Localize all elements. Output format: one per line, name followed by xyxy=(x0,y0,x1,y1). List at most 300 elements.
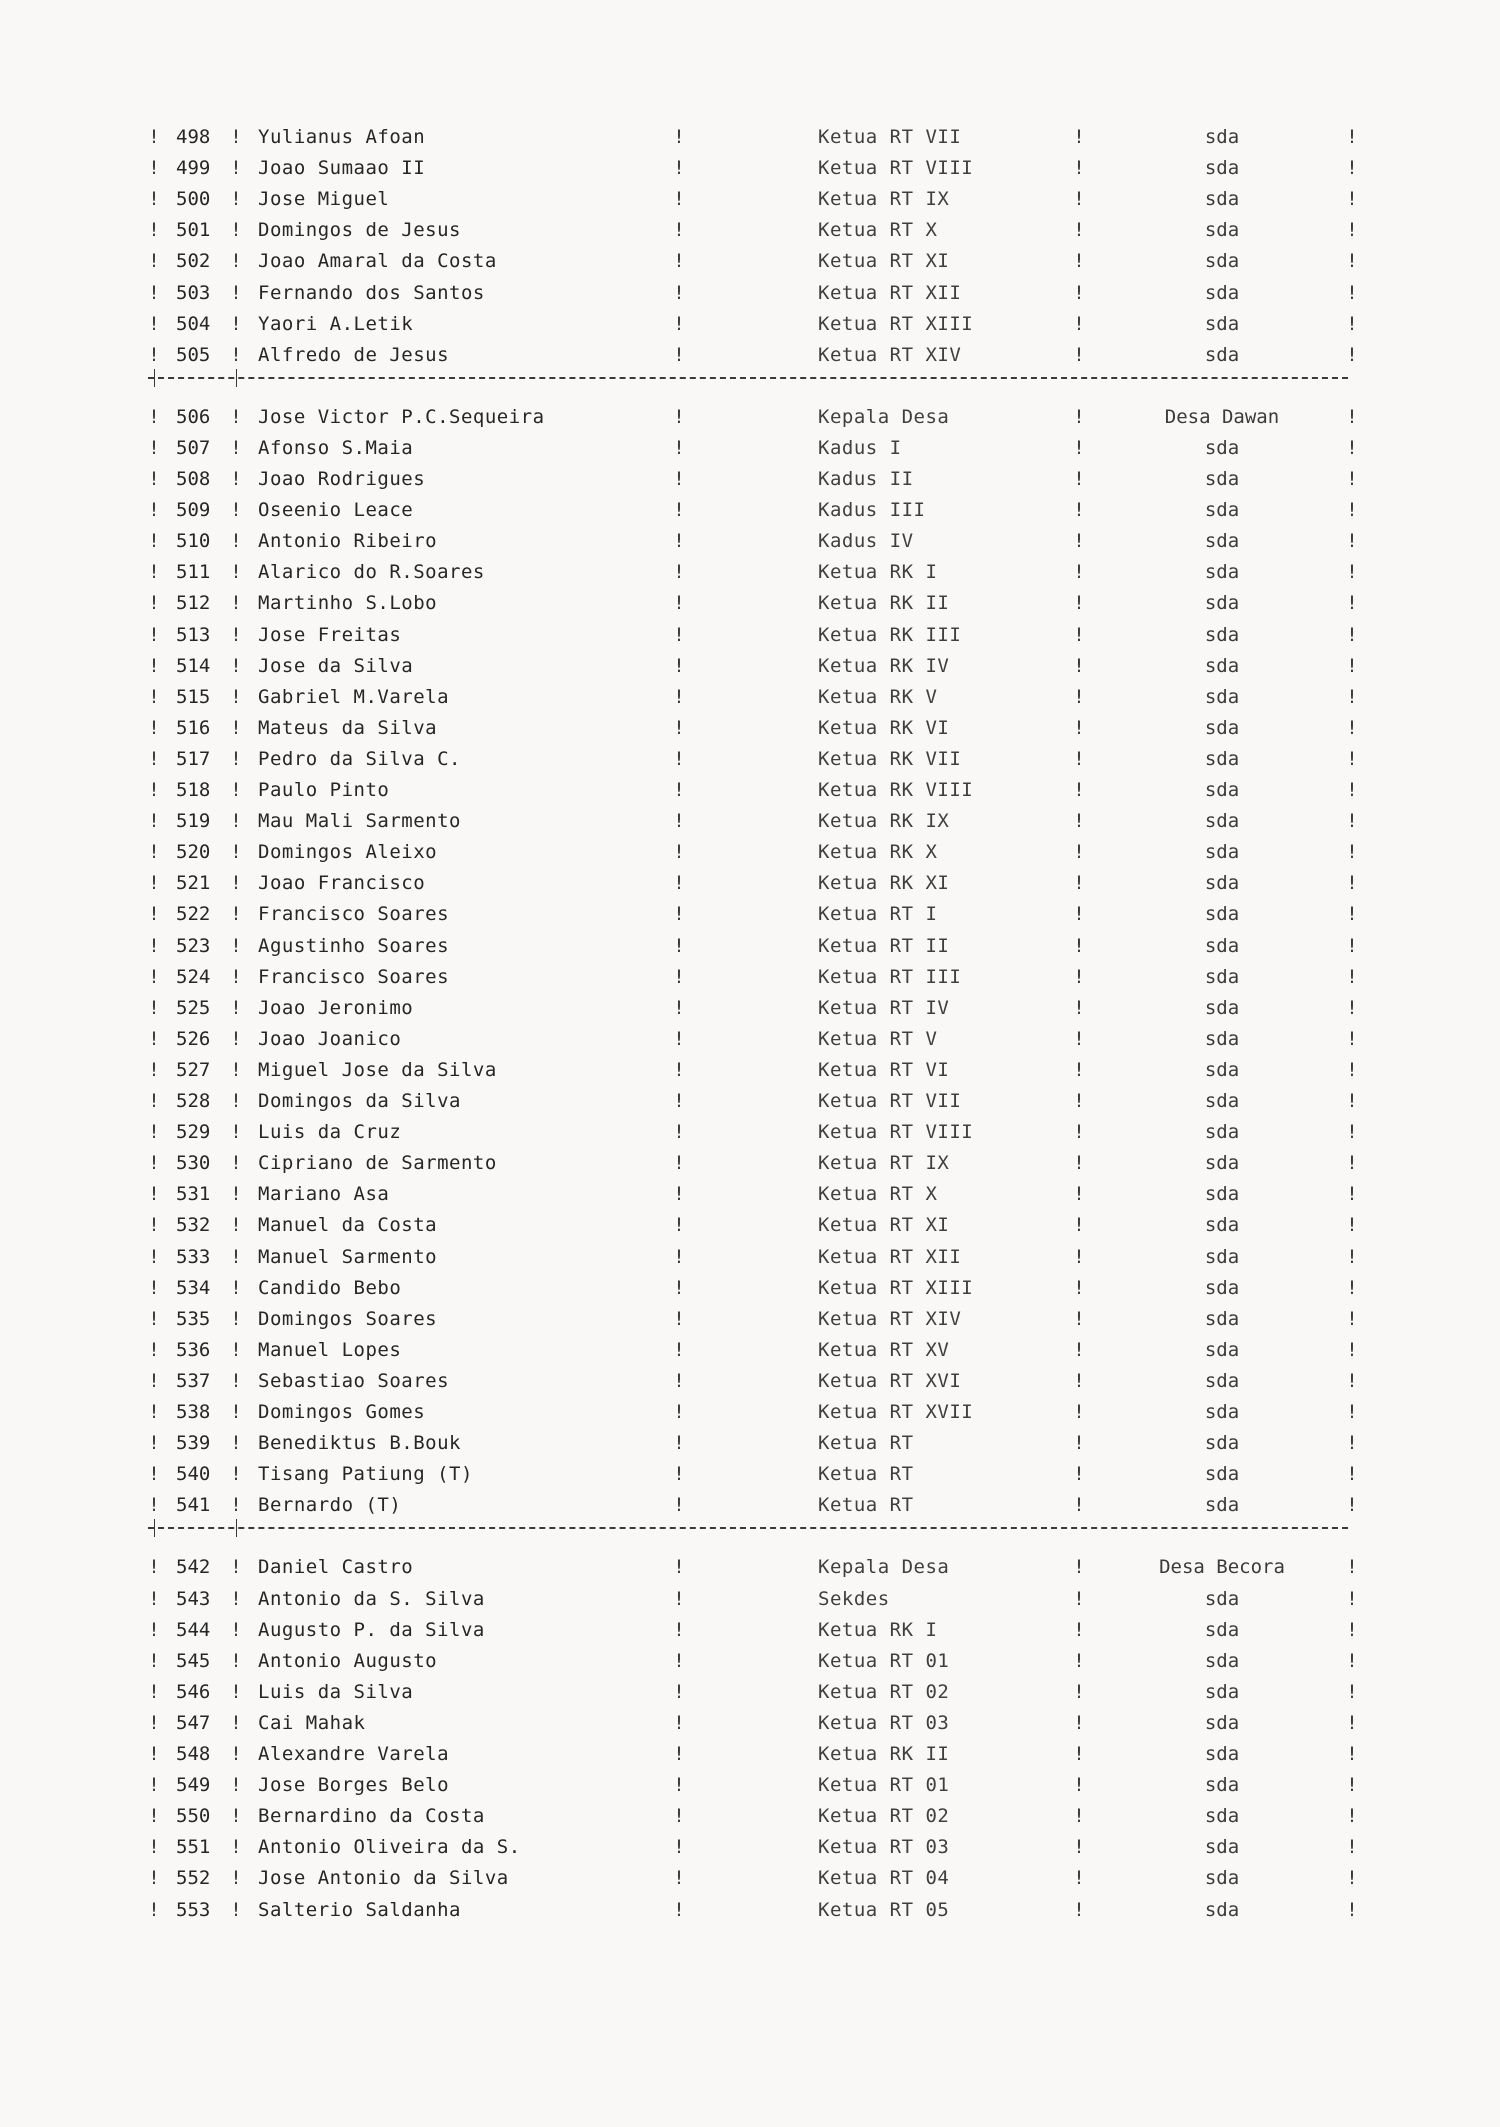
place: sda xyxy=(1204,592,1240,615)
column-divider: ! xyxy=(1073,1680,1085,1703)
table-row xyxy=(0,868,1500,899)
column-divider: ! xyxy=(673,499,685,522)
column-divider: ! xyxy=(230,654,242,677)
person-name: Domingos Soares xyxy=(258,1307,438,1330)
row-number: 504 xyxy=(176,312,211,335)
column-divider: ! xyxy=(148,996,160,1019)
place: sda xyxy=(1204,872,1240,895)
column-divider: ! xyxy=(673,561,685,584)
table-row xyxy=(0,775,1500,806)
row-number: 500 xyxy=(176,188,211,211)
column-divider: ! xyxy=(230,965,242,988)
place: sda xyxy=(1204,1680,1240,1703)
table-row xyxy=(0,1366,1500,1397)
position: Ketua RT VIII xyxy=(818,1121,974,1144)
table-row xyxy=(0,1335,1500,1366)
column-divider: ! xyxy=(1346,1152,1358,1175)
row-number: 528 xyxy=(176,1090,211,1112)
column-divider: ! xyxy=(673,1711,685,1734)
column-divider: ! xyxy=(148,1121,160,1144)
position: Ketua RT 04 xyxy=(818,1867,950,1890)
table-row xyxy=(0,1086,1500,1117)
row-number: 537 xyxy=(176,1369,211,1392)
position: Ketua RT XVII xyxy=(818,1401,974,1423)
person-name: Antonio Ribeiro xyxy=(258,530,438,553)
column-divider: ! xyxy=(673,281,685,304)
column-divider: ! xyxy=(1346,779,1358,801)
column-divider: ! xyxy=(230,1307,242,1330)
column-divider: ! xyxy=(230,903,242,926)
column-divider: ! xyxy=(673,1805,685,1828)
column-divider: ! xyxy=(230,250,242,273)
table-row xyxy=(0,215,1500,246)
column-divider: ! xyxy=(1073,716,1085,739)
position: Ketua RT IX xyxy=(818,188,950,211)
person-name: Augusto P. da Silva xyxy=(258,1618,485,1641)
column-divider: ! xyxy=(1346,654,1358,677)
position: Ketua RT X xyxy=(818,1183,938,1206)
table-row xyxy=(0,1304,1500,1335)
position: Ketua RT 05 xyxy=(818,1898,950,1921)
column-divider: ! xyxy=(148,1805,160,1828)
column-divider: ! xyxy=(148,872,160,895)
place: Desa Becora xyxy=(1159,1556,1285,1579)
column-divider: ! xyxy=(230,1214,242,1237)
place: sda xyxy=(1204,250,1240,273)
person-name: Yulianus Afoan xyxy=(258,126,426,148)
table-row xyxy=(0,246,1500,277)
column-divider: ! xyxy=(1346,592,1358,615)
column-divider: ! xyxy=(148,903,160,926)
place: sda xyxy=(1204,1867,1240,1890)
column-divider: ! xyxy=(148,1338,160,1361)
column-divider: ! xyxy=(1073,1867,1085,1890)
row-number: 523 xyxy=(176,934,211,957)
row-number: 509 xyxy=(176,499,211,522)
column-divider: ! xyxy=(230,219,242,242)
place: sda xyxy=(1204,343,1240,366)
column-divider: ! xyxy=(673,1649,685,1672)
place: sda xyxy=(1204,281,1240,304)
person-name: Gabriel M.Varela xyxy=(258,685,450,708)
place: sda xyxy=(1204,436,1240,459)
place: sda xyxy=(1204,1307,1240,1330)
position: Ketua RT XI xyxy=(818,250,950,273)
column-divider: ! xyxy=(1346,312,1358,335)
column-divider: ! xyxy=(148,1680,160,1703)
column-divider: ! xyxy=(1073,934,1085,957)
column-divider: ! xyxy=(230,1027,242,1050)
position: Ketua RT XIII xyxy=(818,1276,974,1299)
person-name: Benediktus B.Bouk xyxy=(258,1432,461,1455)
position: Ketua RK III xyxy=(818,623,962,646)
person-name: Bernardo (T) xyxy=(258,1494,402,1517)
table-row xyxy=(0,278,1500,309)
row-number: 532 xyxy=(176,1214,211,1237)
column-divider: ! xyxy=(1346,343,1358,366)
column-divider: ! xyxy=(1073,1432,1085,1455)
column-divider: ! xyxy=(673,1183,685,1206)
column-divider: ! xyxy=(148,1183,160,1206)
column-divider: ! xyxy=(1346,468,1358,490)
position: Ketua RK V xyxy=(818,685,938,708)
column-divider: ! xyxy=(230,1867,242,1890)
column-divider: ! xyxy=(1073,499,1085,522)
place: sda xyxy=(1204,716,1240,739)
column-divider: ! xyxy=(148,1618,160,1641)
column-divider: ! xyxy=(673,250,685,273)
column-divider: ! xyxy=(148,685,160,708)
column-divider: ! xyxy=(230,1183,242,1206)
row-number: 516 xyxy=(176,716,211,739)
place: sda xyxy=(1204,810,1240,833)
person-name: Joao Joanico xyxy=(258,1027,402,1050)
row-number: 521 xyxy=(176,872,211,895)
position: Sekdes xyxy=(818,1587,890,1610)
column-divider: ! xyxy=(1073,1214,1085,1237)
position: Ketua RT 03 xyxy=(818,1711,950,1734)
column-divider: ! xyxy=(148,841,160,864)
position: Ketua RK IV xyxy=(818,654,950,677)
position: Ketua RT 01 xyxy=(818,1774,950,1797)
column-divider: ! xyxy=(673,1680,685,1703)
table-row xyxy=(0,1552,1500,1583)
row-number: 505 xyxy=(176,343,211,366)
position: Kepala Desa xyxy=(818,1556,950,1579)
column-divider: ! xyxy=(230,1369,242,1392)
column-divider: ! xyxy=(148,747,160,770)
place: sda xyxy=(1204,126,1240,148)
row-number: 526 xyxy=(176,1027,211,1050)
position: Ketua RK VI xyxy=(818,716,950,739)
row-number: 545 xyxy=(176,1649,211,1672)
row-number: 549 xyxy=(176,1774,211,1797)
column-divider: ! xyxy=(1346,1121,1358,1144)
row-number: 514 xyxy=(176,654,211,677)
column-divider: ! xyxy=(148,1649,160,1672)
column-divider: ! xyxy=(1073,1338,1085,1361)
position: Ketua RK XI xyxy=(818,872,950,895)
column-divider: ! xyxy=(230,281,242,304)
column-divider: ! xyxy=(148,561,160,584)
column-divider: ! xyxy=(1346,1027,1358,1050)
row-number: 501 xyxy=(176,219,211,242)
position: Kadus IV xyxy=(818,530,914,553)
position: Ketua RK I xyxy=(818,1618,938,1641)
column-divider: ! xyxy=(148,436,160,459)
column-divider: ! xyxy=(673,1867,685,1890)
row-number: 513 xyxy=(176,623,211,646)
place: sda xyxy=(1204,312,1240,335)
column-divider: ! xyxy=(1073,654,1085,677)
column-divider: ! xyxy=(1346,530,1358,553)
table-row xyxy=(0,1615,1500,1646)
column-divider: ! xyxy=(673,1494,685,1517)
position: Ketua RT VIII xyxy=(818,157,974,180)
place: sda xyxy=(1204,1649,1240,1672)
table-row xyxy=(0,402,1500,433)
table-row xyxy=(0,620,1500,651)
column-divider: ! xyxy=(148,312,160,335)
column-divider: ! xyxy=(230,779,242,801)
column-divider: ! xyxy=(148,250,160,273)
table-row xyxy=(0,837,1500,868)
column-divider: ! xyxy=(1073,1121,1085,1144)
row-number: 527 xyxy=(176,1058,211,1081)
table-row xyxy=(0,1148,1500,1179)
row-number: 518 xyxy=(176,779,211,801)
column-divider: ! xyxy=(1073,592,1085,615)
column-divider: ! xyxy=(1346,1805,1358,1828)
place: sda xyxy=(1204,1463,1240,1486)
column-divider: ! xyxy=(1073,436,1085,459)
person-name: Paulo Pinto xyxy=(258,779,390,801)
person-name: Joao Rodrigues xyxy=(258,468,426,490)
column-divider: ! xyxy=(230,126,242,148)
row-number: 552 xyxy=(176,1867,211,1890)
row-number: 498 xyxy=(176,126,211,148)
column-divider: ! xyxy=(230,468,242,490)
place: sda xyxy=(1204,1774,1240,1797)
place: sda xyxy=(1204,468,1240,490)
position: Kadus III xyxy=(818,499,926,522)
person-name: Alexandre Varela xyxy=(258,1743,450,1765)
column-divider: ! xyxy=(230,1556,242,1579)
person-name: Martinho S.Lobo xyxy=(258,592,438,615)
column-divider: ! xyxy=(148,281,160,304)
person-name: Antonio Augusto xyxy=(258,1649,438,1672)
table-row xyxy=(0,1459,1500,1490)
column-divider: ! xyxy=(1073,250,1085,273)
person-name: Jose Miguel xyxy=(258,188,390,211)
row-number: 536 xyxy=(176,1338,211,1361)
column-divider: ! xyxy=(148,1307,160,1330)
person-name: Salterio Saldanha xyxy=(258,1898,461,1921)
place: sda xyxy=(1204,1898,1240,1921)
column-divider: ! xyxy=(230,312,242,335)
column-divider: ! xyxy=(148,1463,160,1486)
position: Ketua RT XII xyxy=(818,281,962,304)
column-divider: ! xyxy=(673,1027,685,1050)
table-row xyxy=(0,340,1500,371)
place: sda xyxy=(1204,965,1240,988)
column-divider: ! xyxy=(1073,1183,1085,1206)
place: sda xyxy=(1204,1494,1240,1517)
position: Ketua RK VIII xyxy=(818,779,974,801)
position: Ketua RT XI xyxy=(818,1214,950,1237)
column-divider: ! xyxy=(1346,934,1358,957)
column-divider: ! xyxy=(1073,468,1085,490)
position: Ketua RT V xyxy=(818,1027,938,1050)
place: sda xyxy=(1204,1836,1240,1859)
column-divider: ! xyxy=(230,1836,242,1859)
column-divider: ! xyxy=(1073,1711,1085,1734)
position: Ketua RK II xyxy=(818,592,950,615)
person-name: Jose Victor P.C.Sequeira xyxy=(258,405,545,428)
column-divider: ! xyxy=(230,405,242,428)
person-name: Mariano Asa xyxy=(258,1183,390,1206)
person-name: Oseenio Leace xyxy=(258,499,414,522)
position: Ketua RT VII xyxy=(818,126,962,148)
person-name: Candido Bebo xyxy=(258,1276,402,1299)
column-divider: ! xyxy=(148,188,160,211)
row-number: 506 xyxy=(176,405,211,428)
column-divider: ! xyxy=(1073,965,1085,988)
column-divider: ! xyxy=(1346,1214,1358,1237)
column-divider: ! xyxy=(230,623,242,646)
position: Ketua RT XIV xyxy=(818,1307,962,1330)
column-divider: ! xyxy=(1346,1836,1358,1859)
column-divider: ! xyxy=(148,530,160,553)
column-divider: ! xyxy=(1346,1090,1358,1112)
row-number: 544 xyxy=(176,1618,211,1641)
table-row xyxy=(0,1055,1500,1086)
column-divider: ! xyxy=(1346,623,1358,646)
table-row xyxy=(0,1801,1500,1832)
position: Kadus II xyxy=(818,468,914,490)
column-divider: ! xyxy=(1346,1867,1358,1890)
column-divider: ! xyxy=(1073,1245,1085,1268)
column-divider: ! xyxy=(1346,1898,1358,1921)
column-divider: ! xyxy=(148,810,160,833)
place: sda xyxy=(1204,1183,1240,1206)
column-divider: ! xyxy=(1073,188,1085,211)
column-divider: ! xyxy=(230,157,242,180)
column-divider: ! xyxy=(148,1587,160,1610)
column-divider: ! xyxy=(673,1618,685,1641)
column-divider: ! xyxy=(1073,685,1085,708)
column-divider: ! xyxy=(1073,1898,1085,1921)
column-divider: ! xyxy=(230,1090,242,1112)
column-divider: ! xyxy=(1073,1369,1085,1392)
column-divider: ! xyxy=(148,1401,160,1423)
column-divider: ! xyxy=(673,188,685,211)
column-divider: ! xyxy=(673,1338,685,1361)
column-divider: ! xyxy=(673,436,685,459)
column-divider: ! xyxy=(148,1836,160,1859)
column-divider: ! xyxy=(1073,1276,1085,1299)
row-number: 540 xyxy=(176,1463,211,1486)
table-row xyxy=(0,1770,1500,1801)
column-divider: ! xyxy=(1346,1058,1358,1081)
person-name: Mau Mali Sarmento xyxy=(258,810,461,833)
place: sda xyxy=(1204,1276,1240,1299)
column-divider: ! xyxy=(148,1245,160,1268)
row-number: 535 xyxy=(176,1307,211,1330)
column-divider: ! xyxy=(230,1432,242,1455)
column-divider: ! xyxy=(230,872,242,895)
place: sda xyxy=(1204,1805,1240,1828)
column-divider: ! xyxy=(673,810,685,833)
column-divider: ! xyxy=(230,1245,242,1268)
person-name: Tisang Patiung (T) xyxy=(258,1463,473,1486)
person-name: Joao Francisco xyxy=(258,872,426,895)
table-row xyxy=(0,1210,1500,1241)
column-divider: ! xyxy=(230,1898,242,1921)
column-divider: ! xyxy=(1346,1401,1358,1423)
column-divider: ! xyxy=(673,405,685,428)
place: sda xyxy=(1204,903,1240,926)
column-divider: ! xyxy=(1346,281,1358,304)
column-divider: ! xyxy=(1073,747,1085,770)
row-number: 529 xyxy=(176,1121,211,1144)
column-divider: ! xyxy=(673,1214,685,1237)
column-divider: ! xyxy=(673,592,685,615)
person-name: Yaori A.Letik xyxy=(258,312,414,335)
person-name: Manuel da Costa xyxy=(258,1214,438,1237)
row-number: 548 xyxy=(176,1743,211,1765)
column-divider: ! xyxy=(1073,1774,1085,1797)
column-divider: ! xyxy=(230,1463,242,1486)
column-divider: ! xyxy=(1073,157,1085,180)
column-divider: ! xyxy=(673,126,685,148)
position: Ketua RT 03 xyxy=(818,1836,950,1859)
column-divider: ! xyxy=(673,779,685,801)
table-row xyxy=(0,1242,1500,1273)
column-divider: ! xyxy=(673,312,685,335)
column-divider: ! xyxy=(673,1121,685,1144)
column-divider: ! xyxy=(1346,1680,1358,1703)
row-number: 510 xyxy=(176,530,211,553)
column-divider: ! xyxy=(230,1401,242,1423)
position: Ketua RT XII xyxy=(818,1245,962,1268)
column-divider: ! xyxy=(1073,841,1085,864)
person-name: Antonio da S. Silva xyxy=(258,1587,485,1610)
column-divider: ! xyxy=(1073,1027,1085,1050)
column-divider: ! xyxy=(673,1587,685,1610)
position: Ketua RT 02 xyxy=(818,1680,950,1703)
table-row xyxy=(0,1895,1500,1926)
column-divider: ! xyxy=(673,685,685,708)
position: Ketua RT VI xyxy=(818,1058,950,1081)
column-divider: ! xyxy=(148,1898,160,1921)
row-number: 534 xyxy=(176,1276,211,1299)
table-row xyxy=(0,309,1500,340)
column-divider: ! xyxy=(673,468,685,490)
person-name: Antonio Oliveira da S. xyxy=(258,1836,521,1859)
person-name: Joao Jeronimo xyxy=(258,996,414,1019)
column-divider: ! xyxy=(148,499,160,522)
position: Ketua RT xyxy=(818,1463,914,1486)
column-divider: ! xyxy=(1073,623,1085,646)
column-divider: ! xyxy=(148,1214,160,1237)
column-divider: ! xyxy=(673,1401,685,1423)
column-divider: ! xyxy=(673,1307,685,1330)
row-number: 543 xyxy=(176,1587,211,1610)
place: sda xyxy=(1204,996,1240,1019)
position: Ketua RK X xyxy=(818,841,938,864)
column-divider: ! xyxy=(1073,1618,1085,1641)
table-row xyxy=(0,495,1500,526)
person-name: Afonso S.Maia xyxy=(258,436,414,459)
column-divider: ! xyxy=(230,685,242,708)
row-number: 531 xyxy=(176,1183,211,1206)
column-divider: ! xyxy=(230,1338,242,1361)
column-divider: ! xyxy=(1346,1587,1358,1610)
column-divider: ! xyxy=(1346,1245,1358,1268)
column-divider: ! xyxy=(148,219,160,242)
column-divider: ! xyxy=(673,1090,685,1112)
table-row xyxy=(0,993,1500,1024)
column-divider: ! xyxy=(1073,126,1085,148)
position: Ketua RT 02 xyxy=(818,1805,950,1828)
column-divider: ! xyxy=(673,1152,685,1175)
person-name: Jose da Silva xyxy=(258,654,414,677)
column-divider: ! xyxy=(1346,1494,1358,1517)
person-name: Joao Sumaao II xyxy=(258,157,426,180)
column-divider: ! xyxy=(230,996,242,1019)
column-divider: ! xyxy=(148,592,160,615)
